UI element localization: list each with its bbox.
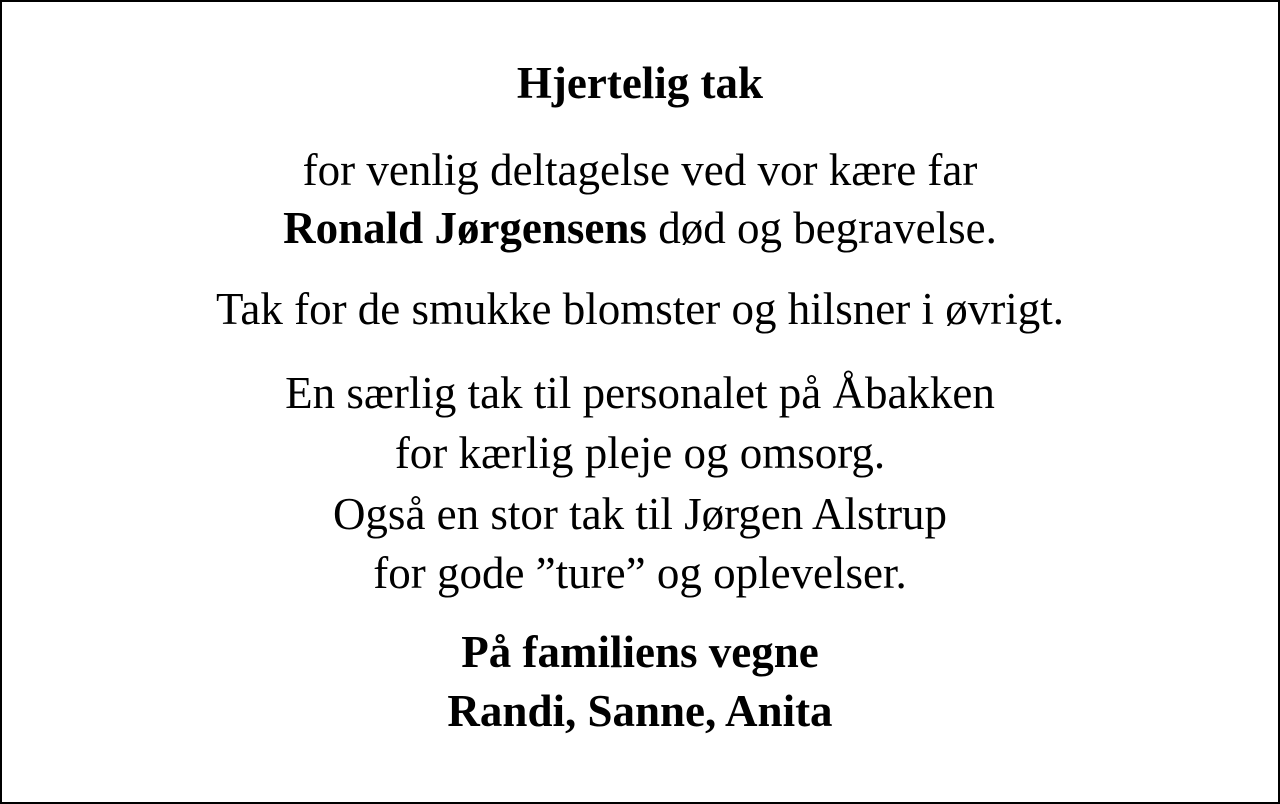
special-thanks-line: for gode ”ture” og oplevelser. xyxy=(373,548,907,598)
deceased-name: Ronald Jørgensens xyxy=(283,203,647,253)
signature-line: På familiens vegne xyxy=(461,627,819,677)
intro-line-2-rest: død og begravelse. xyxy=(646,203,997,253)
signature-names: Randi, Sanne, Anita xyxy=(447,686,833,736)
intro-line-2 xyxy=(2,201,1278,255)
special-thanks-line: Også en stor tak til Jørgen Alstrup xyxy=(332,489,948,539)
intro-line-1: for venlig deltagelse ved vor kære far xyxy=(302,145,978,195)
notice-title: Hjertelig tak xyxy=(516,58,764,108)
special-thanks-line: En særlig tak til personalet på Åbakken xyxy=(285,368,995,418)
flowers-thanks: Tak for de smukke blomster og hilsner i øvrigt. xyxy=(216,284,1064,334)
special-thanks-line: for kærlig pleje og omsorg. xyxy=(394,428,886,478)
